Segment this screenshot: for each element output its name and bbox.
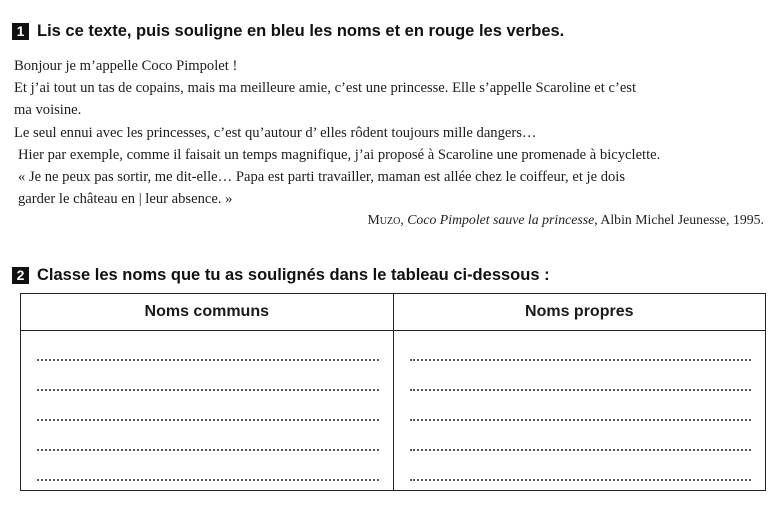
passage-line: ma voisine. (14, 102, 82, 119)
column-header-proper-nouns: Noms propres (394, 294, 766, 331)
dotted-answer-line[interactable] (37, 449, 379, 451)
passage-line: Hier par exemple, comme il faisait un temps magnifique, j’ai proposé à Scaroline une promenade à bicyclette. (18, 146, 661, 163)
proper-nouns-column (394, 294, 766, 490)
citation-author: Muzo (367, 212, 401, 227)
citation-separator: , (400, 212, 408, 227)
exercise-number-badge: 2 (12, 267, 29, 284)
dotted-answer-line[interactable] (37, 479, 379, 481)
dotted-answer-line[interactable] (410, 359, 752, 361)
passage-line: Et j’ai tout un tas de copains, mais ma meilleure amie, c’est une princesse. Elle s’appelle Scaroline et c’est (14, 80, 637, 97)
passage-line: « Je ne peux pas sortir, me dit-elle… Papa est parti travailler, maman est allée chez le coiffeur, et je dois (18, 169, 626, 186)
source-citation (368, 212, 765, 228)
reading-passage (14, 55, 766, 210)
citation-book-title: Coco Pimpolet sauve la princesse (407, 212, 595, 227)
exercise-1-header (12, 22, 564, 41)
dotted-answer-line[interactable] (410, 389, 752, 391)
passage-line: garder le château en | leur absence. » (18, 191, 233, 208)
citation-publisher: , Albin Michel Jeunesse, 1995. (594, 212, 764, 227)
dotted-answer-line[interactable] (410, 419, 752, 421)
exercise-2-header (12, 266, 550, 285)
common-nouns-answer-area[interactable] (21, 331, 393, 490)
dotted-answer-line[interactable] (37, 419, 379, 421)
exercise-2-instruction: Classe les noms que tu as soulignés dans le tableau ci-dessous : (37, 266, 550, 284)
dotted-answer-line[interactable] (410, 479, 752, 481)
dotted-answer-line[interactable] (37, 359, 379, 361)
proper-nouns-answer-area[interactable] (394, 331, 766, 490)
nouns-table (20, 293, 766, 491)
dotted-answer-line[interactable] (410, 449, 752, 451)
column-header-common-nouns: Noms communs (21, 294, 393, 331)
exercise-number-badge: 1 (12, 23, 29, 40)
passage-line: Le seul ennui avec les princesses, c’est qu’autour d’ elles rôdent toujours mille dangers… (14, 124, 537, 141)
passage-line: Bonjour je m’appelle Coco Pimpolet ! (14, 58, 238, 74)
common-nouns-column (21, 294, 394, 490)
exercise-1-instruction: Lis ce texte, puis souligne en bleu les noms et en rouge les verbes. (37, 22, 565, 40)
dotted-answer-line[interactable] (37, 389, 379, 391)
